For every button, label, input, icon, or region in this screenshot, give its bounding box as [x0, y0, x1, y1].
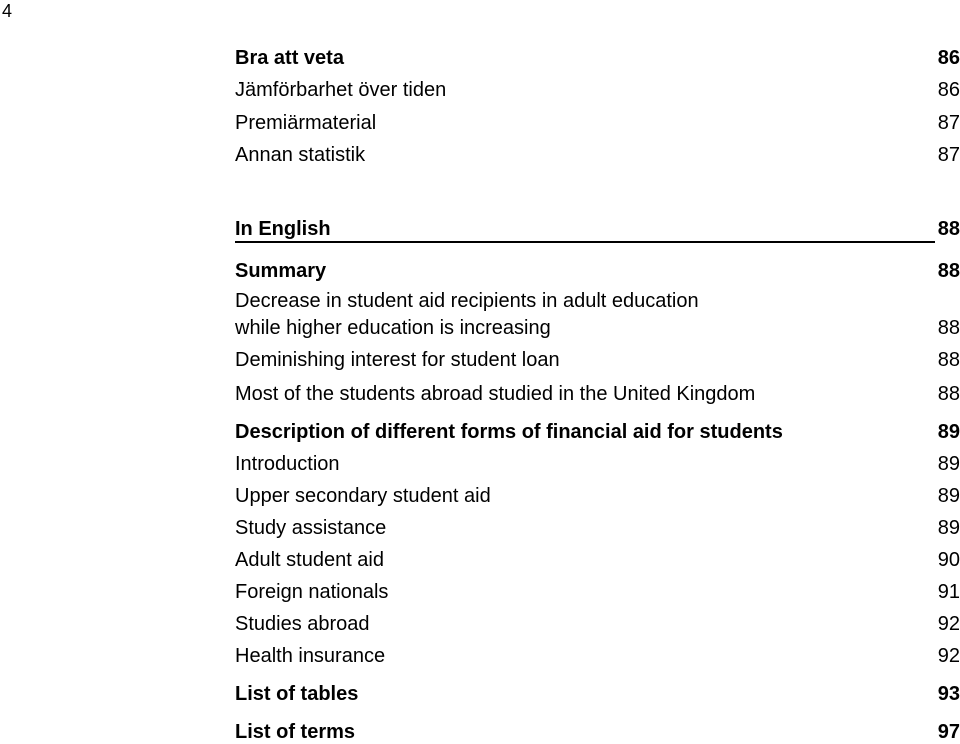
toc-entry-label: Bra att veta: [235, 47, 344, 69]
toc-entry-label: Annan statistik: [235, 144, 366, 166]
toc-entry-page: 92: [937, 613, 960, 635]
toc-entry-page: 87: [937, 144, 960, 166]
toc-entry-label-line1: Decrease in student aid recipients in adult education: [235, 290, 699, 312]
toc-entry-label: Adult student aid: [235, 549, 384, 571]
toc-entry-page: 88: [937, 260, 960, 282]
toc-entry-page: 86: [937, 47, 960, 69]
toc-entry-page: 92: [937, 645, 960, 667]
toc-entry-studies-abroad[interactable]: [235, 611, 960, 637]
section-divider: [235, 241, 935, 243]
toc-entry-deminishing-interest[interactable]: [235, 347, 960, 373]
toc-entry-most-students-abroad[interactable]: [235, 381, 960, 407]
toc-entry-label: List of terms: [235, 721, 356, 743]
toc-entry-decrease-in-student-aid[interactable]: [235, 288, 960, 340]
toc-entry-label: Premiärmaterial: [235, 112, 377, 134]
toc-entry-foreign-nationals[interactable]: [235, 579, 960, 605]
toc-entry-page: 97: [937, 721, 960, 743]
toc-entry-page: 93: [937, 683, 960, 705]
toc-entry-page: 89: [937, 453, 960, 475]
toc-entry-page: 87: [937, 112, 960, 134]
toc-entry-page: 91: [937, 581, 960, 603]
page-number: 4: [2, 1, 13, 21]
toc-entry-label: List of tables: [235, 683, 359, 705]
toc-entry-label: In English: [235, 218, 331, 240]
toc-entry-jamforbarhet[interactable]: [235, 77, 960, 103]
toc-entry-health-insurance[interactable]: [235, 643, 960, 669]
toc-entry-label: Health insurance: [235, 645, 386, 667]
toc-entry-label: Upper secondary student aid: [235, 485, 491, 507]
toc-entry-bra-att-veta[interactable]: [235, 45, 960, 71]
toc-entry-list-of-terms[interactable]: [235, 719, 960, 744]
toc-entry-summary[interactable]: [235, 258, 960, 284]
toc-entry-label: Most of the students abroad studied in the United Kingdom: [235, 383, 756, 405]
toc-entry-label: Introduction: [235, 453, 340, 475]
toc-entry-label-line2: while higher education is increasing: [235, 317, 551, 339]
toc-entry-premiarmaterial[interactable]: [235, 110, 960, 136]
toc-entry-label: Summary: [235, 260, 327, 282]
toc-entry-page: 89: [937, 421, 960, 443]
toc-entry-page: 88: [937, 349, 960, 371]
toc-entry-label: Studies abroad: [235, 613, 370, 635]
toc-entry-adult-student-aid[interactable]: [235, 547, 960, 573]
toc-entry-list-of-tables[interactable]: [235, 681, 960, 707]
toc-entry-annan-statistik[interactable]: [235, 142, 960, 168]
toc-entry-label: Foreign nationals: [235, 581, 389, 603]
toc-entry-label: Jämförbarhet över tiden: [235, 79, 447, 101]
toc-entry-upper-secondary-aid[interactable]: [235, 483, 960, 509]
toc-entry-page: 90: [937, 549, 960, 571]
toc-entry-page: 88: [937, 383, 960, 405]
toc-entry-description-financial-aid[interactable]: [235, 419, 960, 445]
toc-entry-label: Study assistance: [235, 517, 387, 539]
toc-entry-page: 88: [937, 317, 960, 339]
toc-entry-page: 86: [937, 79, 960, 101]
toc-entry-label: Deminishing interest for student loan: [235, 349, 560, 371]
toc-entry-in-english[interactable]: [235, 216, 960, 242]
toc-entry-page: 89: [937, 485, 960, 507]
toc-entry-study-assistance[interactable]: [235, 515, 960, 541]
toc-entry-page: 89: [937, 517, 960, 539]
toc-entry-page: 88: [937, 218, 960, 240]
toc-entry-label: Description of different forms of financial aid for students: [235, 421, 783, 443]
toc-entry-introduction[interactable]: [235, 451, 960, 477]
